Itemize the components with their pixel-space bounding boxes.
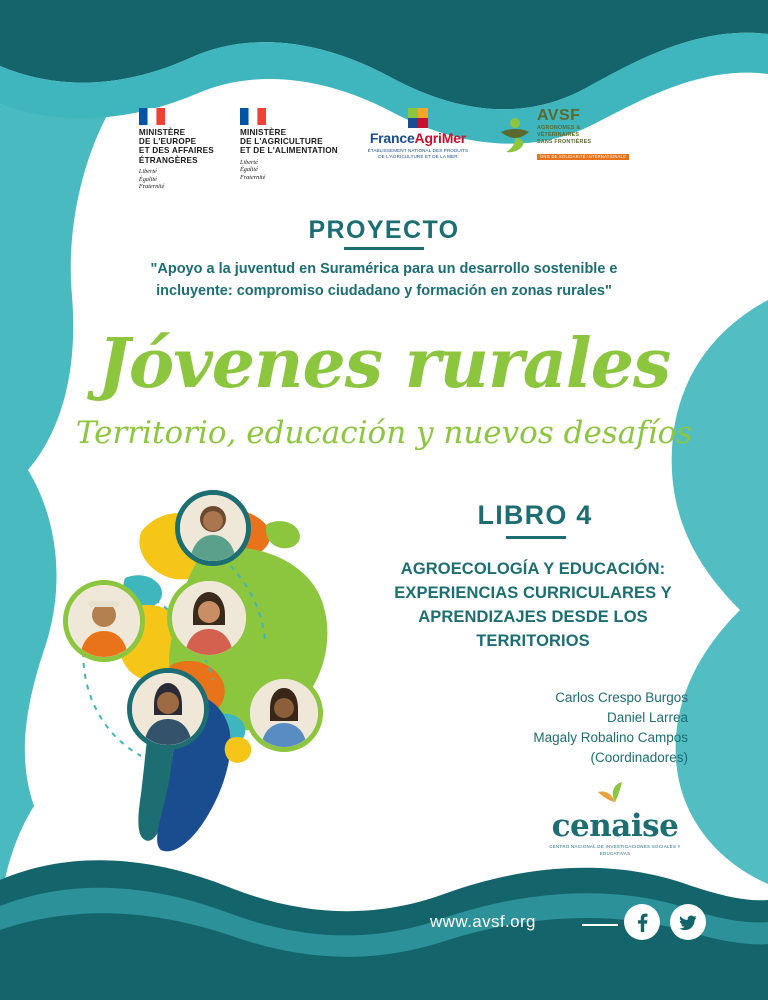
book-number: LIBRO 4 [477,500,593,530]
facebook-icon [632,912,652,932]
portrait-bottom-left [127,668,209,750]
french-flag-icon [240,108,266,125]
franceagrimer-subtitle: ÉTABLISSEMENT NATIONAL DES PRODUITS DE L'AGRICULTURE ET DE LA MER [367,148,469,159]
author-2: Daniel Larrea [606,709,688,725]
portrait-top [175,490,251,566]
motto-egalite: Égalité [138,175,157,183]
portrait-bottom-right [245,674,323,752]
ministry-line-2: DE L'AGRICULTURE [239,137,323,147]
franceagrimer-name-part1: France [369,130,415,146]
author-role: (Coordinadores) [590,749,688,765]
logo-ministere-europe [139,108,214,191]
avsf-name: AVSF [536,107,581,124]
portrait-center [167,576,251,660]
ministry-line-4: ÉTRANGÈRES [138,155,198,165]
franceagrimer-mark-icon [408,108,428,128]
motto-egalite: Égalité [239,166,258,174]
website-link[interactable]: www.avsf.org [430,912,536,931]
author-3: Magaly Robalino Campos [533,729,688,745]
motto-fraternite: Fraternité [138,183,165,191]
publisher-name: cenaise [551,808,679,844]
motto-liberte: Liberté [239,158,258,166]
project-label: PROYECTO [308,216,460,244]
avsf-person-icon [498,116,532,154]
project-subtitle: "Apoyo a la juventud en Suramérica para un desarrollo sostenible e incluyente: compromiso ciudadano y formación en zonas rurales" [150,261,618,300]
motto-liberte: Liberté [138,167,157,175]
book-number-underline [506,536,566,539]
ministry-line-3: ET DE L'ALIMENTATION [239,146,338,156]
project-label-underline [344,247,424,250]
publisher-subtitle: CENTRO NACIONAL DE INVESTIGACIONES SOCIALES Y EDUCATIVAS [549,844,681,856]
ministry-line-3: ET DES AFFAIRES [138,146,214,156]
franceagrimer-name-part2: AgriMer [414,130,467,146]
facebook-button[interactable] [624,904,660,940]
avsf-subtitle-3: SANS FRONTIÈRES [536,138,592,145]
twitter-button[interactable] [670,904,706,940]
avsf-tagline: ONG DE SOLIDARITÉ INTERNATIONALE [537,154,629,160]
south-america-map-illustration [55,480,355,870]
avsf-subtitle-2: VÉTÉRINAIRES [536,131,580,138]
french-flag-icon [139,108,165,125]
publisher-logo [540,780,690,857]
twitter-icon [678,912,698,932]
ministry-motto [240,159,338,182]
portrait-left [63,580,145,662]
logo-ministere-agriculture [240,108,338,182]
page-subtitle: Territorio, educación y nuevos desafíos [75,415,693,451]
ministry-line-1: MINISTÈRE [239,128,287,137]
social-links [624,904,706,940]
author-1: Carlos Crespo Burgos [555,690,688,705]
ministry-motto [139,168,214,191]
ministry-line-1: MINISTÈRE [138,128,186,137]
ministry-line-2: DE L'EUROPE [138,137,197,147]
sponsor-logos [0,108,768,191]
cenaise-leaf-icon [540,780,690,806]
author-list [380,688,688,768]
page-title: Jóvenes rurales [97,324,671,404]
footer-divider [582,924,618,926]
book-title: AGROECOLOGÍA Y EDUCACIÓN: EXPERIENCIAS CURRICULARES Y APRENDIZAJES DESDE LOS TERRITORIOS [394,560,672,650]
logo-franceagrimer [364,108,472,160]
logo-avsf [498,108,629,163]
motto-fraternite: Fraternité [239,174,266,182]
franceagrimer-name [364,130,472,146]
avsf-subtitle-1: AGRONOMES & [536,124,581,131]
